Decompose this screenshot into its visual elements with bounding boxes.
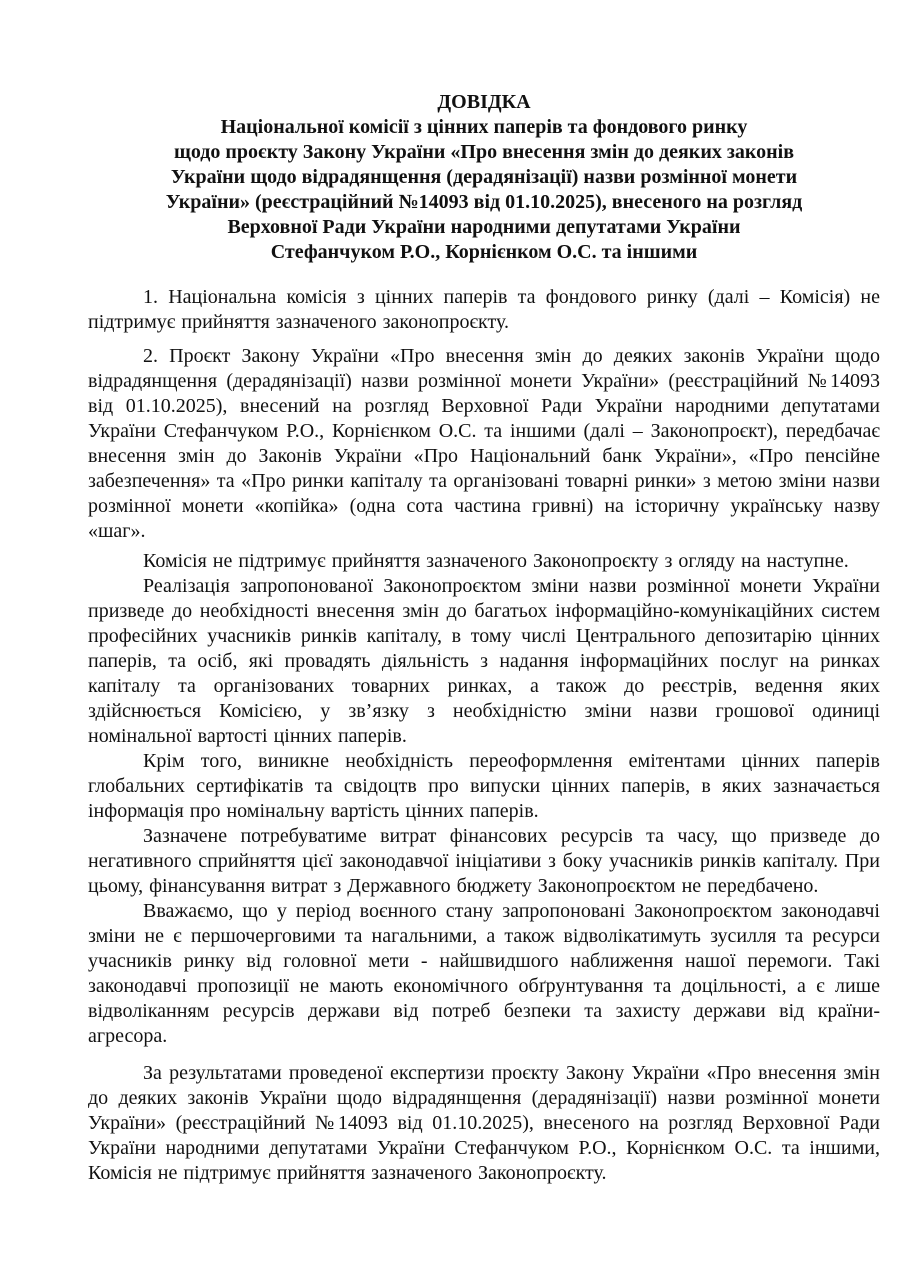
paragraph-7-wartime-priorities: Вважаємо, що у період воєнного стану запропоновані Законопроєктом законодавчі зміни не є першочерговими та нагальними, а також відволікатимуть зусилля та ресурси учасників ринку від головної мети - найшвидшого наближення нашої перемоги. Такі законодавчі пропозиції не мають економічного обґрунтування та доцільності, а є лише відволіканням ресурсів держави від потреб безпеки та захисту держави від країни-агресора. xyxy=(88,900,880,1047)
paragraph-2-draft-law-description: 2. Проєкт Закону України «Про внесення змін до деяких законів України щодо відрадянщення (дерадянізації) назви розмінної монети України» (реєстраційний №14093 від 01.10.2025), внесений на розгляд Верховної Ради України народними депутатами України Стефанчуком Р.О., Корнієнком О.С. та іншими (далі – Законопроєкт), передбачає внесення змін до Законів України «Про Національний банк України», «Про пенсійне забезпечення» та «Про ринки капіталу та організовані товарні ринки» з метою зміни назви розмінної монети «копійка» (одна сота частина гривні) на історичну українську назву «шаг». xyxy=(88,345,880,542)
doc-title-line: щодо проєкту Закону України «Про внесення змін до деяких законів xyxy=(173,141,795,163)
paragraph-8-conclusion: За результатами проведеної експертизи проєкту Закону України «Про внесення змін до деяких законів України щодо відрадянщення (дерадянізації) назви розмінної монети України» (реєстраційний №14093 від 01.10.2025), внесеного на розгляд Верховної Ради України народними депутатами України Стефанчуком Р.О., Корнієнком О.С. та іншими, Комісія не підтримує прийняття зазначеного Законопроєкту. xyxy=(88,1062,880,1184)
document-body xyxy=(88,285,880,1186)
paragraph-6-financial-costs: Зазначене потребуватиме витрат фінансових ресурсів та часу, що призведе до негативного сприйняття цієї законодавчої ініціативи з боку учасників ринків капіталу. При цьому, фінансування витрат з Державного бюджету Законопроєктом не передбачено. xyxy=(88,825,880,897)
paragraph-4-systems-changes: Реалізація запропонованої Законопроєктом зміни назви розмінної монети України призведе до необхідності внесення змін до багатьох інформаційно-комунікаційних систем професійних учасників ринків капіталу, в тому числі Центрального депозитарію цінних паперів, та осіб, які провадять діяльність з надання інформаційних послуг на ринках капіталу та організованих товарних ринках, а також до реєстрів, ведення яких здійснюється Комісією, у зв’язку з необхідністю зміни назви грошової одиниці номінальної вартості цінних паперів. xyxy=(88,575,880,747)
document-title-block xyxy=(88,90,880,265)
doc-title-line: України щодо відрадянщення (дерадянізації) назви розмінної монети xyxy=(170,166,798,188)
doc-title-line: України» (реєстраційний №14093 від 01.10.2025), внесеного на розгляд xyxy=(165,191,803,213)
doc-type-heading: ДОВІДКА xyxy=(437,91,531,113)
paragraph-3-not-supported-intro: Комісія не підтримує прийняття зазначеного Законопроєкту з огляду на наступне. xyxy=(143,550,849,572)
doc-title-line: Національної комісії з цінних паперів та фондового ринку xyxy=(220,116,748,138)
doc-title-line: Стефанчуком Р.О., Корнієнком О.С. та іншими xyxy=(270,241,698,263)
doc-title-line: Верховної Ради України народними депутатами України xyxy=(227,216,741,238)
paragraph-5-certificates-reissue: Крім того, виникне необхідність переоформлення емітентами цінних паперів глобальних сертифікатів та свідоцтв про випуски цінних паперів, в яких зазначається інформація про номінальну вартість цінних паперів. xyxy=(88,750,880,822)
paragraph-1-commission-position: 1. Національна комісія з цінних паперів та фондового ринку (далі – Комісія) не підтримує прийняття зазначеного законопроєкту. xyxy=(88,286,880,333)
